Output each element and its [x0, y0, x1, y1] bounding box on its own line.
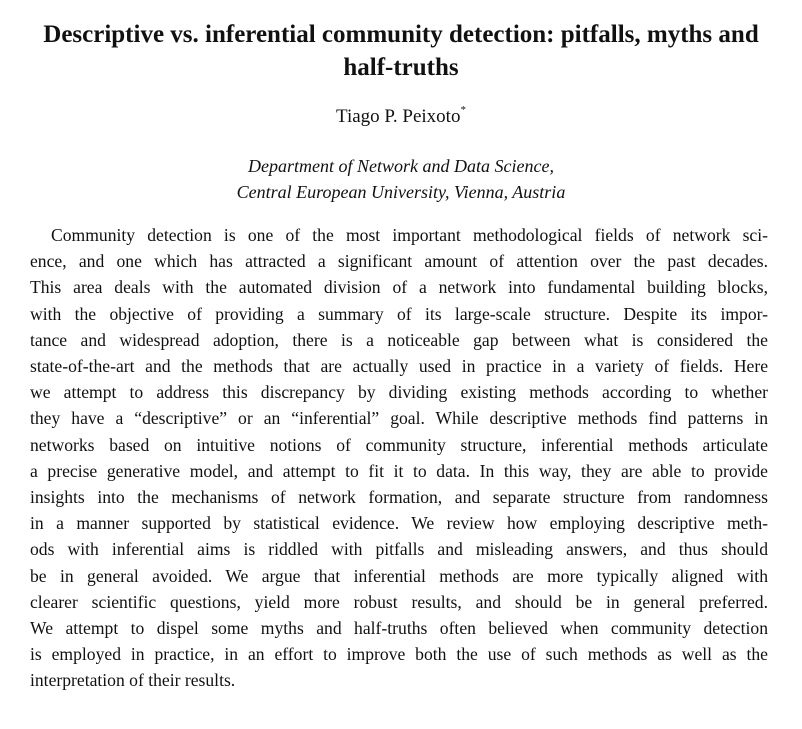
affiliation [0, 153, 802, 205]
abstract-line: We attempt to dispel some myths and half-truths often believed when community detection [30, 618, 768, 639]
abstract-line: clearer scientific questions, yield more robust results, and should be in general preferred. [30, 591, 768, 612]
abstract-line: insights into the mechanisms of network formation, and separate structure from randomness [30, 487, 768, 508]
abstract [30, 222, 768, 694]
paper-title-line: half-truths [343, 54, 459, 81]
affiliation-line: Department of Network and Data Science, [248, 156, 554, 176]
abstract-line: is employed in practice, in an effort to improve both the use of such methods as well as the [30, 644, 768, 665]
abstract-line: This area deals with the automated division of a network into fundamental building blocks, [30, 277, 768, 298]
abstract-line: a precise generative model, and attempt to fit it to data. In this way, they are able to provide [30, 460, 768, 481]
author-line [0, 105, 802, 129]
abstract-line: they have a “descriptive” or an “inferential” goal. While descriptive methods find patterns in [30, 408, 768, 429]
abstract-line: networks based on intuitive notions of community structure, inferential methods articulate [30, 434, 768, 455]
abstract-line: with the objective of providing a summary of its large-scale structure. Despite its impor- [30, 303, 768, 324]
abstract-line: state-of-the-art and the methods that are actually used in practice in a variety of fields. Here [30, 356, 768, 377]
author-name: Tiago P. Peixoto [336, 106, 461, 127]
abstract-line: we attempt to address this discrepancy by dividing existing methods according to whether [30, 382, 768, 403]
abstract-line: interpretation of their results. [30, 670, 236, 691]
affiliation-line: Central European University, Vienna, Austria [236, 182, 566, 202]
paper-title [10, 18, 792, 84]
author-footnote-mark: * [460, 103, 466, 116]
paper-title-line: Descriptive vs. inferential community detection: pitfalls, myths and [43, 21, 759, 48]
abstract-line: ods with inferential aims is riddled with pitfalls and misleading answers, and thus should [30, 539, 768, 560]
abstract-line: Community detection is one of the most important methodological fields of network sci- [51, 225, 768, 245]
abstract-line: tance and widespread adoption, there is a noticeable gap between what is considered the [30, 329, 768, 350]
abstract-line: ence, and one which has attracted a significant amount of attention over the past decades. [30, 251, 768, 272]
abstract-line: be in general avoided. We argue that inferential methods are more typically aligned with [30, 565, 768, 586]
abstract-line: in a manner supported by statistical evidence. We review how employing descriptive meth- [30, 513, 768, 534]
